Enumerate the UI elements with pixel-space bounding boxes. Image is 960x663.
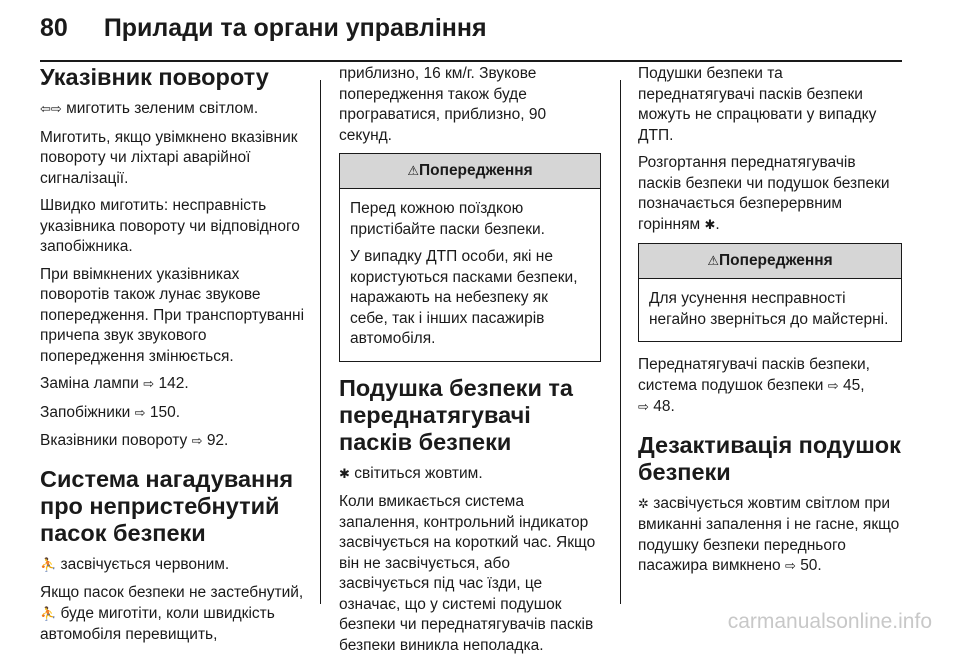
warning-triangle-icon: ⚠ — [407, 164, 419, 179]
warning-body — [340, 189, 600, 361]
page-ref-icon: ⇨ — [784, 559, 796, 574]
section-heading: Система нагадування про непристебнутий пасок безпеки — [40, 465, 294, 546]
paragraph: Миготить, якщо увімкнено вказівник повороту чи ліхтарі аварійної сигналізації. — [40, 128, 298, 187]
page-ref-icon: ⇨ — [134, 405, 146, 421]
column-divider — [620, 80, 621, 604]
column-1 — [40, 64, 308, 653]
paragraph: Подушки безпеки та переднатягувачі пасків безпеки можуть не спрацювати у випадку ДТП. — [638, 65, 877, 144]
warning-box — [339, 153, 601, 362]
turn-signal-arrows-icon: ⇦⇨ — [40, 102, 62, 117]
paragraph: Перед кожною поїздкою пристібайте паски безпеки. — [350, 200, 545, 238]
paragraph: При ввімкнених указівниках поворотів також лунає звукове попередження. При транспортуванні причепа звук звукового попередження змінюється. — [40, 265, 305, 365]
section-heading: Дезактивація подушок безпеки — [638, 431, 901, 485]
paragraph: Швидко миготить: несправність указівника повороту чи відповідного запобіжника. — [40, 197, 300, 255]
paragraph: ✲ засвічується жовтим світлом при вмиканні запалення і не гасне, якщо подушку безпеки переднього пасажира вимкнено ⇨ 50. — [638, 494, 900, 574]
seatbelt-icon: ⛹ — [40, 557, 57, 573]
section-heading: Подушка безпеки та переднатягувачі пасків безпеки — [339, 374, 574, 455]
paragraph: Розгортання переднатягувачів пасків безпеки чи подушок безпеки позначається безперервним горінням ✱. — [638, 154, 890, 233]
page-header — [40, 14, 487, 43]
reference[interactable]: Заміна лампи ⇨ 142. — [40, 375, 189, 392]
reference[interactable]: Вказівники повороту ⇨ 92. — [40, 432, 229, 449]
warning-header: ⚠Попередження — [340, 154, 600, 189]
paragraph: ⛹ засвічується червоним. — [40, 555, 230, 573]
page-ref-icon: ⇨ — [827, 378, 839, 394]
seatbelt-icon: ⛹ — [40, 606, 57, 622]
page-ref-icon: ⇨ — [143, 377, 155, 392]
airbag-off-icon: ✲ — [638, 496, 649, 512]
warning-box — [638, 243, 902, 342]
warning-triangle-icon: ⚠ — [707, 254, 719, 269]
reference[interactable]: Запобіжники ⇨ 150. — [40, 403, 181, 421]
watermark: carmanualsonline.info — [727, 610, 932, 633]
header-rule — [40, 60, 902, 62]
paragraph: ✱ світиться жовтим. — [339, 464, 483, 482]
airbag-icon: ✱ — [704, 217, 716, 233]
airbag-icon: ✱ — [339, 466, 350, 482]
page-title: Прилади та органи управління — [103, 14, 487, 42]
column-3 — [638, 64, 902, 585]
column-divider — [320, 80, 321, 604]
page-ref-icon: ⇨ — [191, 434, 203, 449]
paragraph: ⇦⇨ миготить зеленим світлом. — [40, 100, 259, 117]
page-ref-icon: ⇨ — [638, 400, 649, 415]
paragraph: Коли вмикається система запалення, контрольний індикатор засвічується на короткий час. Якщо він не засвічується, або засвічується під час їзди, це означає, що у системі подушок безпеки чи переднатягувачів пасків безпеки виникла неполадка. — [339, 493, 596, 654]
paragraph: Для усунення несправності негайно зверніться до майстерні. — [649, 290, 889, 328]
paragraph: Якщо пасок безпеки не застебнутий, ⛹ буде миготіти, коли швидкість автомобіля перевищить, — [40, 584, 304, 643]
warning-body — [639, 279, 901, 341]
page-number: 80 — [40, 14, 68, 42]
warning-header: ⚠Попередження — [639, 244, 901, 279]
paragraph: У випадку ДТП особи, які не користуються пасками безпеки, наражають на небезпеку як себе, так і інших пасажирів автомобіля. — [350, 248, 578, 347]
paragraph: Переднатягувачі пасків безпеки, система подушок безпеки ⇨ 45, ⇨ 48. — [638, 356, 870, 415]
section-heading: Указівник повороту — [40, 64, 269, 90]
column-2 — [339, 64, 601, 663]
paragraph: приблизно, 16 км/г. Звукове попередження також буде програватися, приблизно, 90 секунд. — [339, 65, 547, 144]
